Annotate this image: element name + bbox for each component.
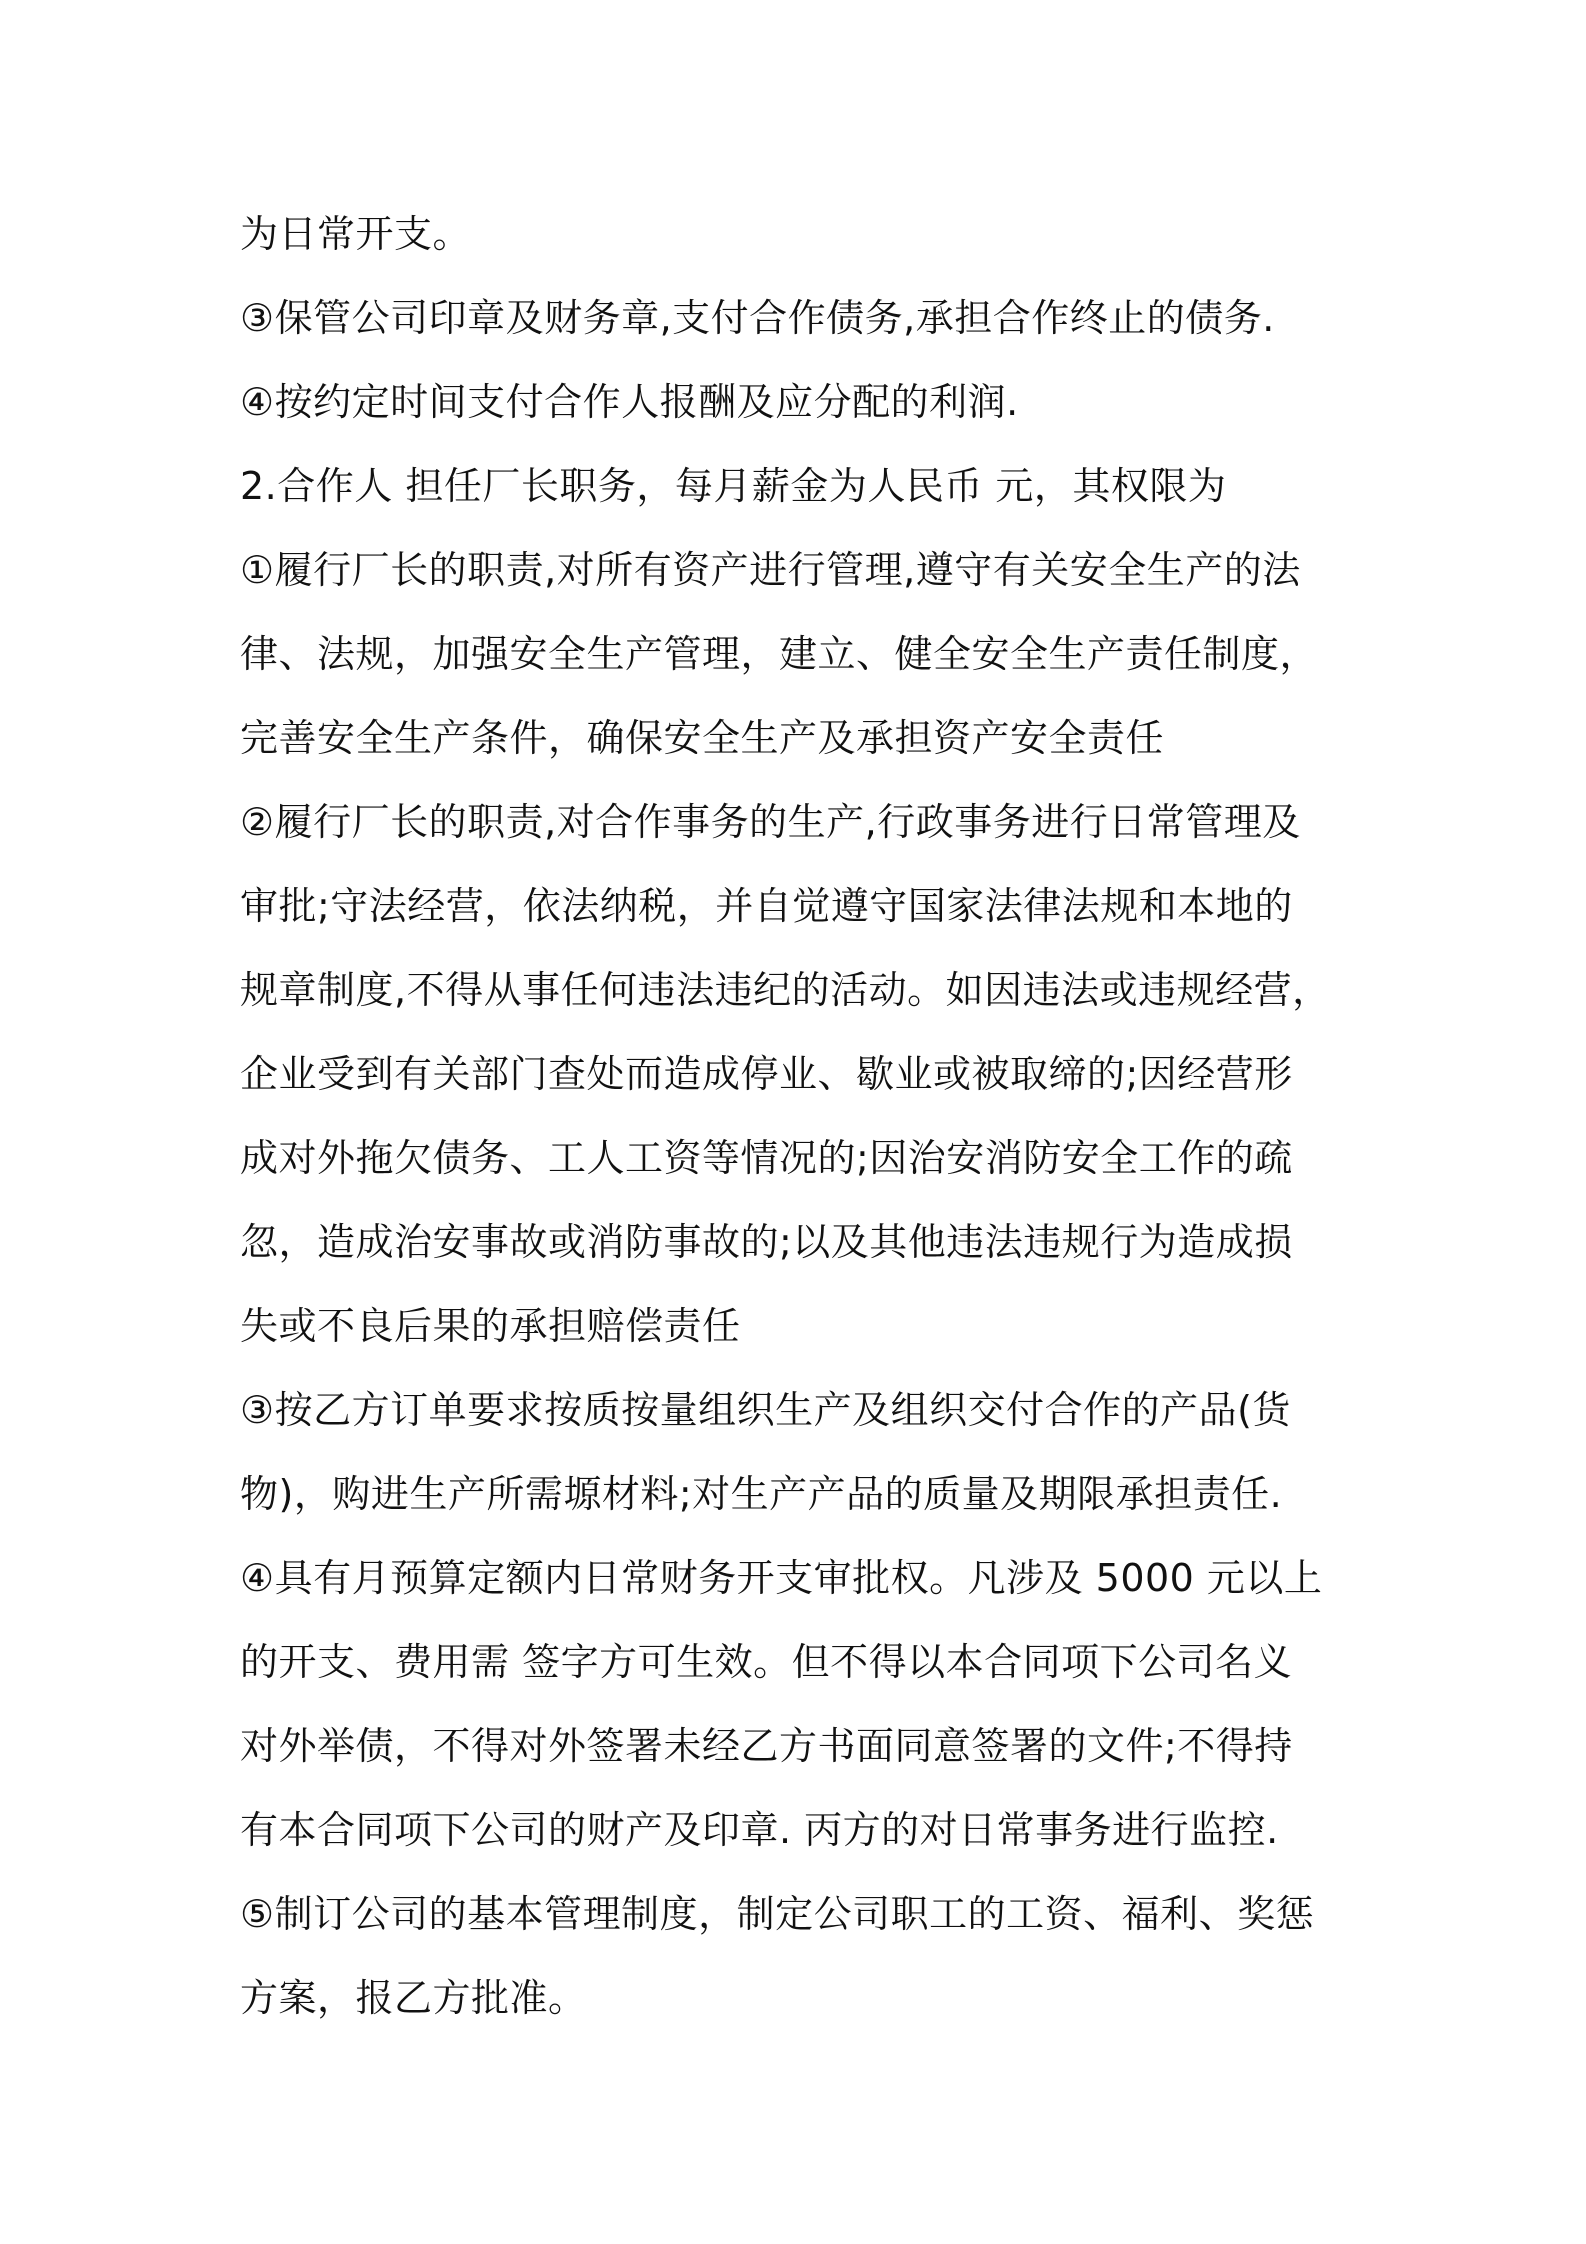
text-line: 规章制度,不得从事任何违法违纪的活动。如因违法或违规经营，	[240, 968, 1331, 1012]
text-line: 成对外拖欠债务、工人工资等情况的;因治安消防安全工作的疏	[240, 1136, 1293, 1180]
text-line: ③按乙方订单要求按质按量组织生产及组织交付合作的产品(货	[240, 1388, 1291, 1432]
text-line: 忽，造成治安事故或消防事故的;以及其他违法违规行为造成损	[240, 1220, 1293, 1264]
text-line: 失或不良后果的承担赔偿责任	[240, 1304, 741, 1348]
text-line: 2.合作人 担任厂长职务，每月薪金为人民币 元，其权限为	[240, 464, 1227, 508]
text-line: 方案，报乙方批准。	[240, 1976, 587, 2020]
text-line: 完善安全生产条件，确保安全生产及承担资产安全责任	[240, 716, 1165, 760]
text-line: 的开支、费用需 签字方可生效。但不得以本合同项下公司名义	[240, 1640, 1293, 1684]
text-line: ④具有月预算定额内日常财务开支审批权。凡涉及 5000 元以上	[240, 1556, 1323, 1600]
text-line: ①履行厂长的职责,对所有资产进行管理,遵守有关安全生产的法	[240, 548, 1301, 592]
text-line: 物)，购进生产所需塬材料;对生产产品的质量及期限承担责任.	[240, 1472, 1283, 1516]
text-line: ④按约定时间支付合作人报酬及应分配的利润.	[240, 380, 1019, 424]
text-line: 对外举债，不得对外签署未经乙方书面同意签署的文件;不得持	[240, 1724, 1293, 1768]
text-line: 为日常开支。	[240, 212, 472, 256]
text-line: 律、法规，加强安全生产管理，建立、健全安全生产责任制度，	[240, 632, 1319, 676]
text-line: ⑤制订公司的基本管理制度，制定公司职工的工资、福利、奖惩	[240, 1892, 1315, 1936]
text-line: ③保管公司印章及财务章,支付合作债务,承担合作终止的债务.	[240, 296, 1275, 340]
text-line: 企业受到有关部门查处而造成停业、歇业或被取缔的;因经营形	[240, 1052, 1293, 1096]
text-line: 审批;守法经营，依法纳税，并自觉遵守国家法律法规和本地的	[240, 884, 1293, 928]
text-line: ②履行厂长的职责,对合作事务的生产,行政事务进行日常管理及	[240, 800, 1301, 844]
body-text	[240, 192, 1360, 2040]
text-line: 有本合同项下公司的财产及印章. 丙方的对日常事务进行监控.	[240, 1808, 1279, 1852]
